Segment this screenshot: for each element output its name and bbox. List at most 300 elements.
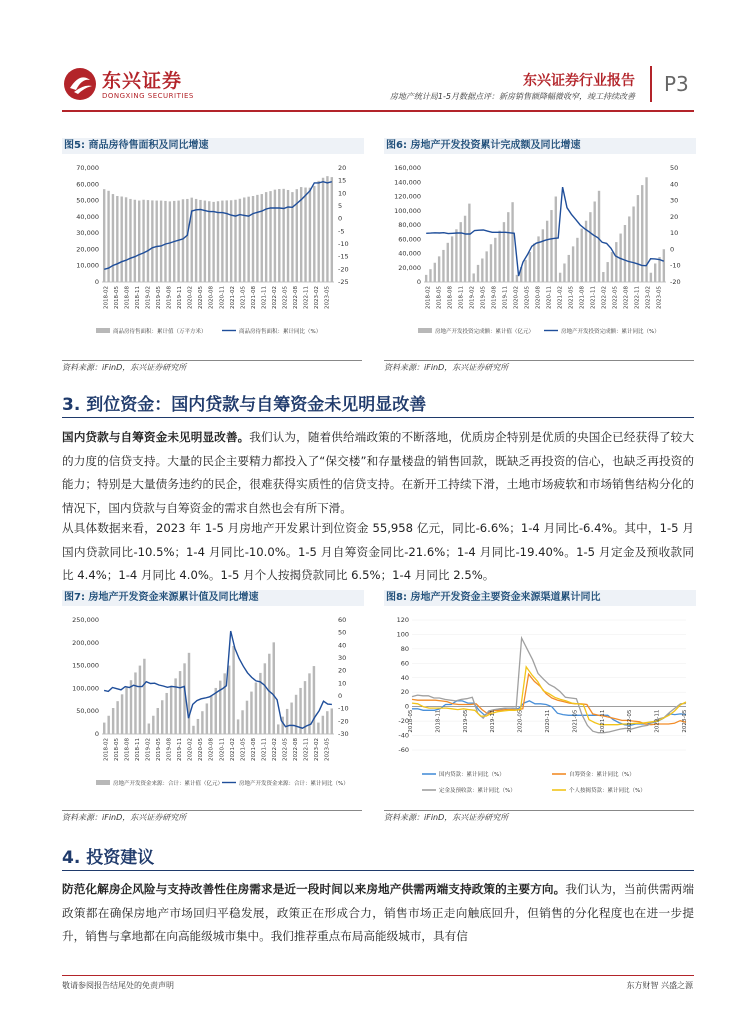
fig5-chart [62,160,362,350]
x-tick-label: 2022-02 [601,286,608,309]
bar [628,216,630,282]
bar [215,688,217,734]
legend-line-label: 房地产开发资金来源：合计：累计同比（%） [239,781,349,787]
x-tick-label: 2018-05 [408,709,414,733]
x-tick-label: 2021-08 [250,286,257,309]
left-tick-label: 60,000 [398,235,421,244]
right-tick-label: -10 [670,261,681,270]
bar [615,242,617,282]
bar [282,189,284,282]
bar [234,200,236,282]
right-tick-label: 15 [338,176,347,185]
left-tick-label: 30,000 [76,229,99,238]
x-tick-label: 2018-08 [124,738,131,761]
x-tick-label: 2020-11 [545,709,551,733]
bar [241,710,243,734]
bar [473,273,475,282]
bar [598,191,600,282]
fig8-source: 资料来源：iFinD，东兴证券研究所 [384,813,509,822]
x-tick-label: 2021-08 [250,738,257,761]
bar [550,210,552,282]
bar [112,708,114,734]
x-tick-label: 2021-11 [261,738,268,761]
x-tick-label: 2021-05 [568,286,575,309]
bar [212,202,214,282]
bar [331,708,333,734]
bar [277,724,279,734]
bar [464,216,466,282]
x-tick-label: 2019-11 [177,738,184,761]
bar [434,263,436,282]
y-tick-label: -40 [398,731,409,740]
x-tick-label: 2019-05 [156,286,162,309]
bar [542,229,544,282]
right-tick-label: -20 [670,278,681,286]
x-tick-label: 2019-05 [156,738,162,761]
fig7-source-rule [62,810,362,811]
bar [217,201,219,282]
bar [611,252,613,282]
bar [197,719,199,734]
left-tick-label: 0 [94,730,99,738]
right-tick-label: -10 [338,240,349,248]
bar [624,225,626,282]
y-tick-label: 100 [396,630,409,639]
right-tick-label: -15 [338,252,349,261]
bar [477,265,479,282]
bar [139,666,141,734]
right-tick-label: 0 [338,214,343,223]
left-tick-label: 160,000 [394,164,421,172]
left-tick-label: 200,000 [72,638,99,647]
bar [256,195,258,282]
bar [468,204,470,282]
right-tick-label: 40 [338,641,347,650]
report-type: 东兴证券行业报告 [523,73,635,89]
right-tick-label: -20 [338,717,349,726]
bar [232,646,234,734]
left-tick-label: 140,000 [394,178,421,187]
bar [255,682,257,734]
bar [268,654,270,734]
bar [589,212,591,282]
legend-line-label: 房地产开发投资完成额：累计同比（%） [561,329,660,335]
bar [164,201,166,282]
bar [142,200,144,282]
fig5-label: 图5: [64,140,85,151]
y-tick-label: 0 [404,702,409,711]
x-tick-label: 2018-11 [435,709,442,733]
x-tick-label: 2022-08 [293,286,300,309]
fig7-source: 资料来源：iFinD，东兴证券研究所 [62,813,187,822]
x-tick-label: 2023-05 [682,709,688,733]
x-tick-label: 2018-05 [113,286,120,309]
legend-label: 个人按揭贷款：累计同比（%） [569,788,646,794]
legend-bar-label: 商品房待售面积：累计值（万平方米） [113,329,207,335]
bar [152,716,154,734]
right-tick-label: 0 [670,245,675,254]
x-tick-label: 2019-08 [166,286,173,309]
x-tick-label: 2018-08 [124,286,131,309]
footer-disclaimer: 敬请参阅报告结尾处的免责声明 [62,981,174,990]
legend-bar-swatch [418,328,432,333]
bar [161,700,163,734]
x-tick-label: 2022-05 [627,709,634,733]
bar [637,195,639,282]
right-tick-label: 10 [670,229,679,238]
bar [451,236,453,282]
bar [511,202,513,282]
section4-paragraph1 [62,878,694,949]
bar [120,197,122,283]
bar [129,199,131,282]
x-tick-label: 2018-02 [425,286,432,309]
left-tick-label: 50,000 [76,707,99,716]
bar [317,181,319,282]
x-tick-label: 2021-05 [240,286,247,309]
x-tick-label: 2021-02 [229,738,236,761]
x-tick-label: 2022-05 [282,286,289,309]
bar [581,229,583,282]
x-tick-label: 2019-05 [480,286,487,309]
bar [204,201,206,282]
bar [134,200,136,282]
bar [516,275,518,282]
section4-heading: 4. 投资建议 [62,848,155,868]
fig6-title-text: 房地产开发投资累计完成额及同比增速 [410,140,581,151]
x-tick-label: 2018-11 [134,738,141,761]
bar [658,257,660,282]
right-tick-label: 10 [338,189,347,198]
bar [125,197,127,282]
section3-p1-lead: 国内贷款与自筹资金未见明显改善。 [62,430,250,444]
right-tick-label: -5 [338,227,345,236]
legend-label: 自筹资金：累计同比（%） [569,772,635,778]
bar [147,200,149,282]
fig5-title [62,138,364,154]
x-tick-label: 2020-08 [208,286,215,309]
bar [264,663,266,734]
x-tick-label: 2019-08 [491,286,498,309]
right-tick-label: 60 [338,616,347,624]
bar [226,200,228,282]
bar [641,185,643,282]
x-tick-label: 2021-11 [590,286,597,309]
x-tick-label: 2018-11 [458,286,465,309]
left-tick-label: 100,000 [394,206,421,215]
bar [650,273,652,282]
bar [188,653,190,734]
right-tick-label: -30 [338,730,349,738]
yoy-line [104,631,332,728]
y-tick-label: 80 [400,644,409,653]
bar [663,249,665,282]
bar [602,272,604,282]
legend-line-label: 商品房待售面积：累计同比（%） [239,329,322,335]
bar [322,178,324,282]
fig6-source: 资料来源：iFinD，东兴证券研究所 [384,363,509,372]
x-tick-label: 2020-05 [524,286,531,309]
x-tick-label: 2021-11 [261,286,268,309]
bar [313,186,315,282]
bar [559,273,561,282]
x-tick-label: 2020-11 [219,738,226,761]
header-rule [62,110,694,112]
bar [594,201,596,282]
y-tick-label: -60 [398,746,409,754]
y-tick-label: 20 [400,688,409,697]
section4-p1-lead: 防范化解房企风险与支持改善性住房需求是近一段时间以来房地产供需两端支持政策的主要方向。 [62,882,566,896]
bar [208,201,210,282]
bar [116,196,118,282]
x-tick-label: 2023-05 [656,286,663,309]
x-tick-label: 2019-05 [462,709,469,733]
bar [179,671,181,734]
x-tick-label: 2020-02 [187,738,194,761]
bar [192,726,194,734]
right-tick-label: -20 [338,265,349,274]
right-tick-label: 0 [338,692,343,700]
bar [606,262,608,282]
x-tick-label: 2023-05 [324,286,331,309]
x-tick-label: 2023-05 [324,738,331,761]
fig8-title-text: 房地产开发资金主要资金来源渠道累计同比 [410,592,601,603]
x-tick-label: 2020-05 [198,738,205,761]
right-tick-label: 50 [338,628,347,637]
fig7-title-text: 房地产开发资金来源累计值及同比增速 [88,592,259,603]
x-tick-label: 2018-02 [103,738,110,761]
bar [201,711,203,734]
x-tick-label: 2019-02 [145,738,152,761]
bar [507,212,509,282]
bar [103,723,105,734]
bar [186,199,188,282]
legend-bar-swatch [96,780,110,785]
bar [429,269,431,282]
right-tick-label: 20 [338,164,347,172]
report-subtitle: 房地产统计局1-5月数据点评：新房销售额降幅微收窄，竣工持续改善 [389,92,635,101]
bar [498,231,500,282]
right-tick-label: -10 [338,704,349,713]
bar [250,692,252,734]
footer-slogan: 东方财智 兴盛之源 [626,981,693,990]
bar [568,255,570,282]
right-tick-label: -25 [338,278,349,286]
left-tick-label: 0 [94,278,99,286]
y-tick-label: -20 [398,717,409,726]
bar [304,188,306,282]
bar [572,246,574,282]
bar [199,200,201,282]
bar [529,252,531,282]
left-tick-label: 80,000 [398,221,421,229]
bar [125,687,127,734]
left-tick-label: 150,000 [72,661,99,670]
section4-rule [62,870,694,871]
x-tick-label: 2020-02 [513,286,520,309]
x-tick-label: 2021-05 [240,738,247,761]
x-tick-label: 2023-02 [645,286,652,309]
bar [156,201,158,282]
bar [157,708,159,734]
left-tick-label: 40,000 [76,212,99,221]
x-tick-label: 2022-05 [612,286,619,309]
bar [331,177,333,282]
bar [121,694,123,734]
x-tick-label: 2021-05 [572,709,579,733]
bar [524,260,526,282]
bar [169,201,171,282]
bar [281,717,283,734]
y-tick-label: 40 [400,673,409,682]
bar [177,201,179,282]
section3-heading: 3. 到位资金：国内贷款与自筹资金未见明显改善 [62,395,427,415]
x-tick-label: 2022-08 [293,738,300,761]
bar [317,723,319,734]
fig5-source: 资料来源：iFinD，东兴证券研究所 [62,363,187,372]
bar [138,201,140,282]
x-tick-label: 2020-08 [535,286,542,309]
fig5-title-text: 商品房待售面积及同比增速 [88,140,209,151]
bar [170,686,172,734]
fig7-title [62,590,364,606]
legend-bar-label: 房地产开发投资完成额：累计值（亿元） [435,329,535,335]
bar [490,244,492,282]
right-tick-label: 50 [670,164,679,172]
section3-p2-body: 从具体数据来看，2023 年 1-5 月房地产开发累计到位资金 55,958 亿元，同比-6.6%；1-4 月同比-6.4%。其中，1-5 月国内贷款同比-10.5%；1-4 月同比-10.0%。1-5 月自筹资金同比-21.6%；1-4 月同比-19.40%。1-5 月定金及预收款同比 4.4%；1-4 月同比 4.0%。1-5 月个人按揭贷款同比 6.5%；1-4 月同比 2.5%。 [62,521,694,582]
bar [112,194,114,282]
left-tick-label: 120,000 [394,192,421,201]
bar [546,221,548,282]
bar [237,719,239,734]
left-tick-label: 70,000 [76,164,99,172]
left-tick-label: 0 [416,278,421,286]
x-tick-label: 2022-05 [282,738,289,761]
bar [481,258,483,282]
section4-p1-body: 我们认为，当前供需两端政策都在确保房地产市场回归平稳发展，政策正在形成合力，销售市场正走向触底回升，但销售的分化程度也在进一步提升，销售与拿地都在向高能级城市集中。我们推荐重点布局高能级城市，具有信 [62,882,694,943]
section3-paragraph2 [62,517,694,588]
x-tick-label: 2022-08 [623,286,630,309]
x-tick-label: 2020-05 [198,286,205,309]
left-tick-label: 40,000 [398,249,421,258]
legend-label: 定金及预收款：累计同比（%） [439,788,516,794]
right-tick-label: 30 [338,654,347,662]
bar [425,275,427,282]
bar [165,693,167,734]
right-tick-label: 20 [670,212,679,221]
bar [533,244,535,282]
x-tick-label: 2019-02 [145,286,152,309]
bar [151,200,153,282]
x-tick-label: 2023-02 [314,738,321,761]
bar [326,711,328,734]
bar [632,206,634,282]
x-tick-label: 2018-08 [447,286,454,309]
bar [287,190,289,282]
right-tick-label: 5 [338,202,343,210]
x-tick-label: 2019-11 [177,286,184,309]
x-tick-label: 2020-05 [517,709,524,733]
bar [278,189,280,282]
bar [290,703,292,734]
bar [326,176,328,282]
bar [143,659,145,734]
bar [274,190,276,282]
legend-bar-swatch [96,328,110,333]
fig6-source-rule [384,360,694,361]
bar [252,196,254,282]
x-tick-label: 2022-02 [272,738,278,761]
left-tick-label: 250,000 [72,616,99,624]
x-tick-label: 2018-05 [113,738,120,761]
bar [210,696,212,734]
bar [654,263,656,282]
fig8-chart [384,612,694,802]
bar [223,673,225,734]
x-tick-label: 2021-11 [599,709,606,733]
bar [269,191,271,282]
left-tick-label: 20,000 [76,245,99,254]
bar [460,222,462,282]
bar [503,222,505,282]
fig6-title [384,138,696,154]
left-tick-label: 50,000 [76,196,99,205]
bar [247,197,249,282]
x-tick-label: 2021-08 [579,286,586,309]
bar [291,192,293,282]
fig7-chart [62,612,362,802]
section3-p1-body: 我们认为，随着供给端政策的不断落地，优质房企特别是优质的央国企已经获得了较大的力度的信贷支持。大量的民企主要精力都投入了“保交楼”和存量楼盘的销售回款，既缺乏再投资的信心，也缺乏再投资的能力；特别是大量债务违约的民企，很难获得实质性的信贷支持。在新开工持续下滑，土地市场疲软和市场销售结构分化的情况下，国内贷款与自筹资金的需求自然也会有所下滑。 [62,430,694,515]
logo-subtext: DONGXING SECURITIES [102,92,194,100]
fig7-label: 图7: [64,592,85,603]
bar [447,243,449,282]
page-number: P3 [664,72,689,96]
x-tick-label: 2019-08 [166,738,173,761]
bar [228,666,230,734]
bar [494,238,496,282]
bar [230,200,232,282]
bar [322,716,324,734]
fig8-title [384,590,696,606]
x-tick-label: 2018-05 [436,286,443,309]
x-tick-label: 2018-02 [103,286,110,309]
bar [148,724,150,734]
legend-bar-label: 房地产开发资金来源：合计：累计值（亿元） [113,781,224,787]
fig6-label: 图6: [386,140,407,151]
bar [206,703,208,734]
bar [485,251,487,282]
left-tick-label: 100,000 [72,684,99,693]
bar [182,199,184,282]
fig8-source-rule [384,810,694,811]
bar [455,229,457,282]
bar [265,192,267,282]
right-tick-label: 10 [338,679,347,688]
bar [246,701,248,734]
bar [576,238,578,282]
bar [555,197,557,283]
fig6-chart [384,160,694,350]
left-tick-label: 60,000 [76,180,99,189]
bar [286,709,288,734]
x-tick-label: 2020-02 [187,286,194,309]
x-tick-label: 2020-08 [208,738,215,761]
bar [195,199,197,282]
y-tick-label: 60 [400,659,409,668]
bar [160,201,162,282]
bar [107,716,109,734]
right-tick-label: 20 [338,666,347,675]
